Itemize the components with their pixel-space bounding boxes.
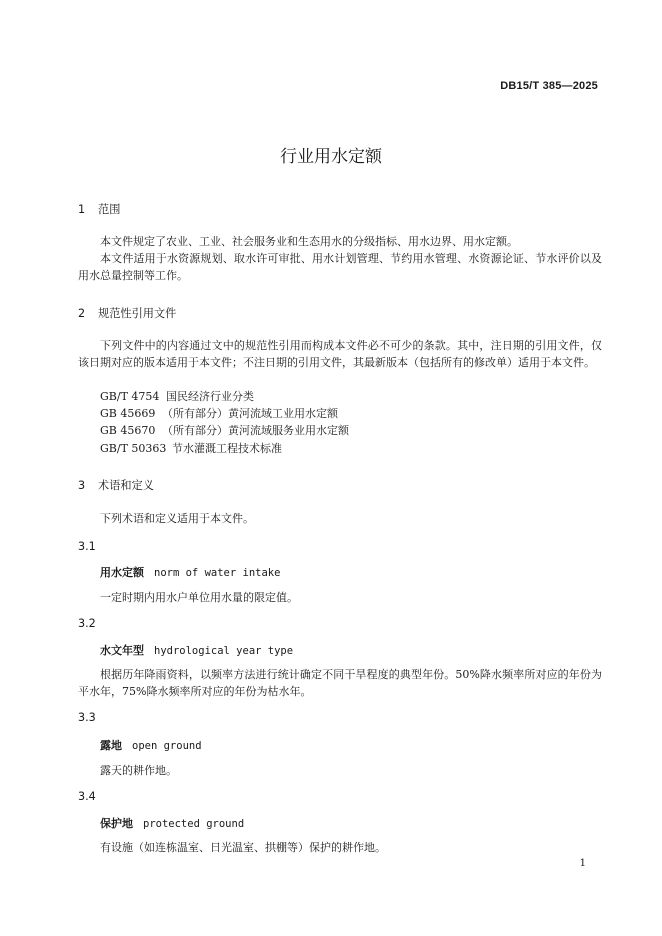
section-title: 规范性引用文件 [98,307,177,320]
term-number: 3.3 [78,711,96,724]
reference-code: GB/T 4754 [100,390,160,403]
term-english: norm of water intake [154,567,281,579]
term-entry [100,564,280,580]
term-chinese: 露地 [100,739,122,752]
term-chinese: 用水定额 [100,566,144,579]
reference-item [100,440,282,456]
reference-code: GB/T 50363 [100,442,167,455]
section-number: 2 [78,307,86,320]
reference-name: 节水灌溉工程技术标准 [172,442,282,455]
reference-item [100,388,254,404]
term-chinese: 保护地 [100,817,133,830]
document-title: 行业用水定额 [280,147,382,167]
term-entry [100,642,293,658]
term-definition: 露天的耕作地。 [100,764,177,777]
section-number: 3 [78,479,86,492]
reference-item [100,422,349,438]
term-number: 3.2 [78,617,96,630]
term-definition: 有设施（如连栋温室、日光温室、拱棚等）保护的耕作地。 [100,841,386,854]
paragraph: 下列术语和定义适用于本文件。 [100,512,254,525]
term-english: protected ground [143,818,245,830]
term-number: 3.4 [78,790,96,803]
section-heading-normative-references [78,305,176,321]
term-english: open ground [132,740,202,752]
paragraph: 本文件适用于水资源规划、取水许可审批、用水计划管理、节约用水管理、水资源论证、节水评价以及用水总量控制等工作。 [78,252,602,282]
term-entry [100,737,202,753]
section-heading-scope [78,201,120,217]
section-title: 范围 [98,203,121,216]
term-definition: 一定时期内用水户单位用水量的限定值。 [100,591,298,604]
reference-code: GB 45669 [100,407,156,420]
section-heading-terms-and-definitions [78,477,154,493]
section-title: 术语和定义 [98,479,154,492]
section-number: 1 [78,203,86,216]
term-entry [100,815,244,831]
reference-name: （所有部分）黄河流域服务业用水定额 [162,424,349,437]
page-number: 1 [579,858,586,869]
term-chinese: 水文年型 [100,644,144,657]
reference-name: 国民经济行业分类 [166,390,254,403]
reference-item [100,405,338,421]
term-definition: 根据历年降雨资料，以频率方法进行统计确定不同干旱程度的典型年份。50%降水频率所对应的年份为平水年，75%降水频率所对应的年份为枯水年。 [78,668,602,698]
term-english: hydrological year type [154,645,294,657]
term-number: 3.1 [78,540,96,553]
reference-name: （所有部分）黄河流域工业用水定额 [162,407,338,420]
paragraph: 本文件规定了农业、工业、社会服务业和生态用水的分级指标、用水边界、用水定额。 [100,235,518,248]
standard-code: DB15/T 385—2025 [500,80,598,92]
paragraph: 下列文件中的内容通过文中的规范性引用而构成本文件必不可少的条款。其中，注日期的引用文件，仅该日期对应的版本适用于本文件；不注日期的引用文件，其最新版本（包括所有的修改单）适用于本文件。 [78,339,602,369]
reference-code: GB 45670 [100,424,156,437]
